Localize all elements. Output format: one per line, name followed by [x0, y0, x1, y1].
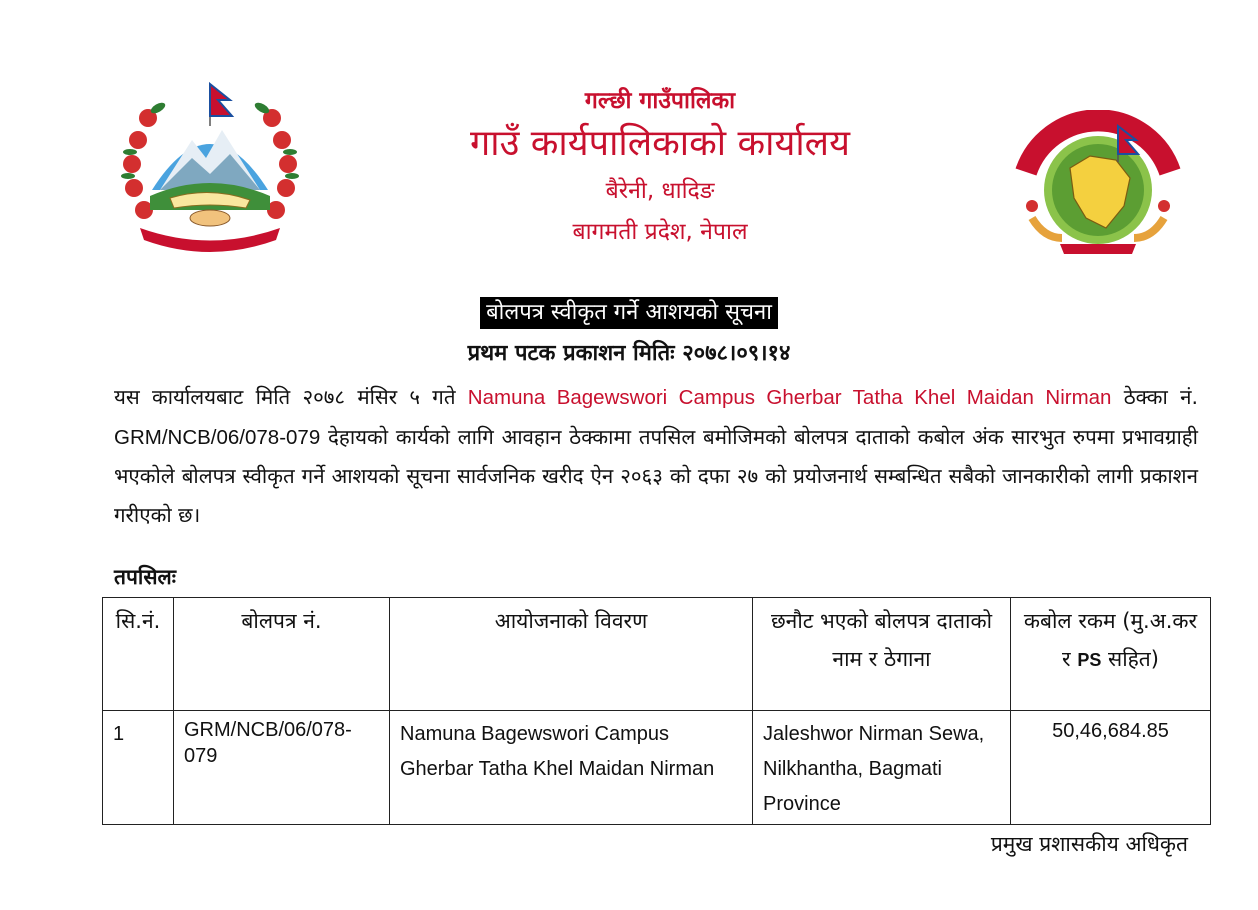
header-sn: सि.नं. — [103, 598, 174, 711]
contract-number: GRM/NCB/06/078-079 — [114, 425, 321, 449]
office-header — [330, 86, 990, 252]
galchhi-municipality-logo-icon — [998, 110, 1198, 290]
row-bid-no: GRM/NCB/06/078-079 — [174, 711, 390, 825]
body-part-2: ठेक्का नं. — [1111, 385, 1198, 409]
notice-title: बोलपत्र स्वीकृत गर्ने आशयको सूचना — [480, 297, 778, 329]
office-province: बागमती प्रदेश, नेपाल — [572, 219, 748, 245]
table-row — [103, 711, 1211, 825]
row-project: Namuna Bagewswori Campus Gherbar Tatha Khel Maidan Nirman — [390, 711, 753, 825]
municipality-name: गल्छी गाउँपालिका — [584, 88, 736, 114]
notice-body — [114, 378, 1198, 534]
header-amount-ps: PS — [1077, 650, 1102, 670]
row-sn: 1 — [103, 711, 174, 825]
signature: प्रमुख प्रशासकीय अधिकृत — [990, 832, 1188, 856]
tapasil-label: तपसिलः — [114, 565, 177, 589]
header-amount — [1011, 598, 1211, 711]
office-name: गाउँ कार्यपालिकाको कार्यालय — [470, 123, 850, 164]
bid-table — [102, 597, 1211, 825]
nepal-government-emblem-icon — [110, 78, 310, 258]
header-bid-no: बोलपत्र नं. — [174, 598, 390, 711]
header-bidder: छनौट भएको बोलपत्र दाताको नाम र ठेगाना — [753, 598, 1011, 711]
header-project: आयोजनाको विवरण — [390, 598, 753, 711]
row-amount: 50,46,684.85 — [1011, 711, 1211, 825]
notice-title-wrap — [0, 297, 1258, 329]
row-bidder: Jaleshwor Nirman Sewa, Nilkhantha, Bagmati Province — [753, 711, 1011, 825]
project-name: Namuna Bagewswori Campus Gherbar Tatha Khel Maidan Nirman — [467, 386, 1112, 409]
header-amount-pre: कबोल रकम (मु.अ.कर र — [1023, 609, 1198, 671]
table-header-row — [103, 598, 1211, 711]
body-part-3: देहायको कार्यको लागि आवहान ठेक्कामा तपसिल बमोजिमको बोलपत्र दाताको कबोल अंक सारभुत रुपमा प्रभावग्राही भएकोले बोलपत्र स्वीकृत गर्ने आशयको सूचना सार्वजनिक खरीद ऐन २०६३ को दफा २७ को प्रयोजनार्थ सम्बन्धित सबैको जानकारीको लागी प्रकाशन गरीएको छ। — [114, 424, 1198, 527]
header-amount-post: सहित) — [1101, 647, 1159, 671]
office-location: बैरेनी, धादिङ — [605, 178, 715, 204]
publication-line: प्रथम पटक प्रकाशन मितिः २०७८।०९।१४ — [467, 341, 791, 366]
body-part-1: यस कार्यालयबाट मिति २०७८ मंसिर ५ गते — [114, 385, 468, 409]
